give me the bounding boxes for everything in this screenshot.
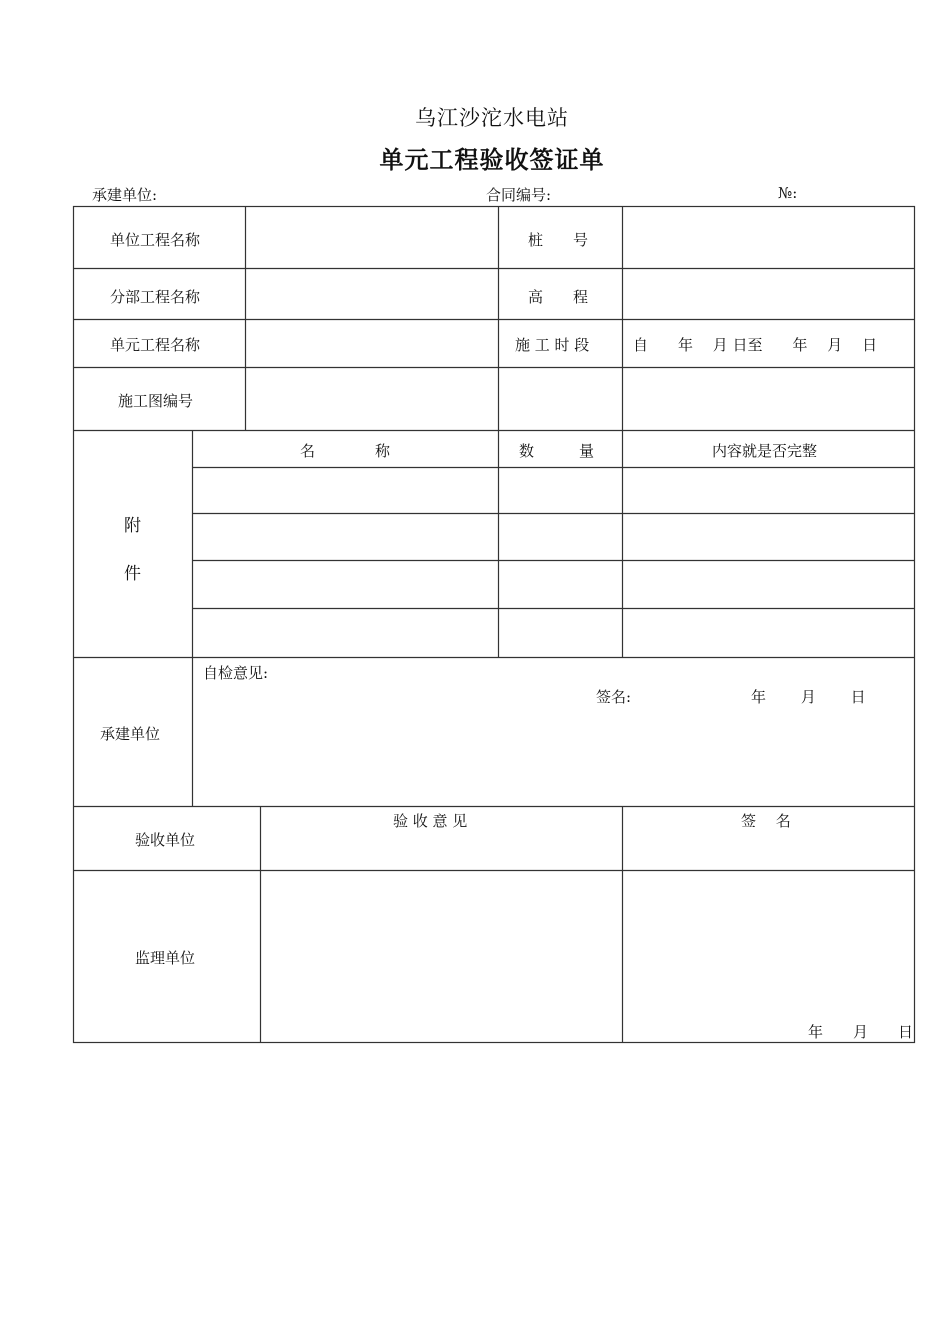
attachment-col-quantity: 数 量 [519, 442, 595, 460]
attachment-col-complete: 内容就是否完整 [712, 442, 818, 460]
number-label: №: [778, 184, 798, 202]
acceptance-unit-label: 验收单位 [135, 831, 196, 849]
supervision-unit-label: 监理单位 [135, 949, 196, 967]
contractor-header-label: 承建单位: [92, 186, 158, 204]
acceptance-signature-label: 签 名 [741, 812, 791, 830]
acceptance-opinion-label: 验 收 意 见 [393, 812, 468, 830]
drawing-no-label: 施工图编号 [118, 392, 194, 410]
construction-period-value: 自 年 月 日至 年 月 日 [633, 336, 878, 354]
construction-period-label: 施 工 时 段 [515, 336, 590, 354]
attachment-label-1: 附 [124, 516, 141, 536]
unit-project-name-label: 单位工程名称 [110, 231, 201, 249]
element-project-name-label: 单元工程名称 [110, 336, 201, 354]
elevation-label: 高 程 [528, 288, 589, 306]
division-project-name-label: 分部工程名称 [110, 288, 201, 306]
contractor-section-label: 承建单位 [100, 725, 161, 743]
attachment-col-name: 名 称 [300, 442, 391, 460]
contractor-sign-line: 签名: 年 月 日 [596, 688, 866, 706]
form-title: 单元工程验收签证单 [379, 145, 605, 174]
station-title: 乌江沙沱水电站 [415, 106, 569, 130]
supervision-date-line: 年 月 日 [808, 1023, 914, 1041]
contract-no-label: 合同编号: [486, 186, 552, 204]
attachment-label-2: 件 [124, 564, 141, 584]
self-check-label: 自检意见: [203, 664, 269, 682]
pile-no-label: 桩 号 [528, 231, 589, 249]
